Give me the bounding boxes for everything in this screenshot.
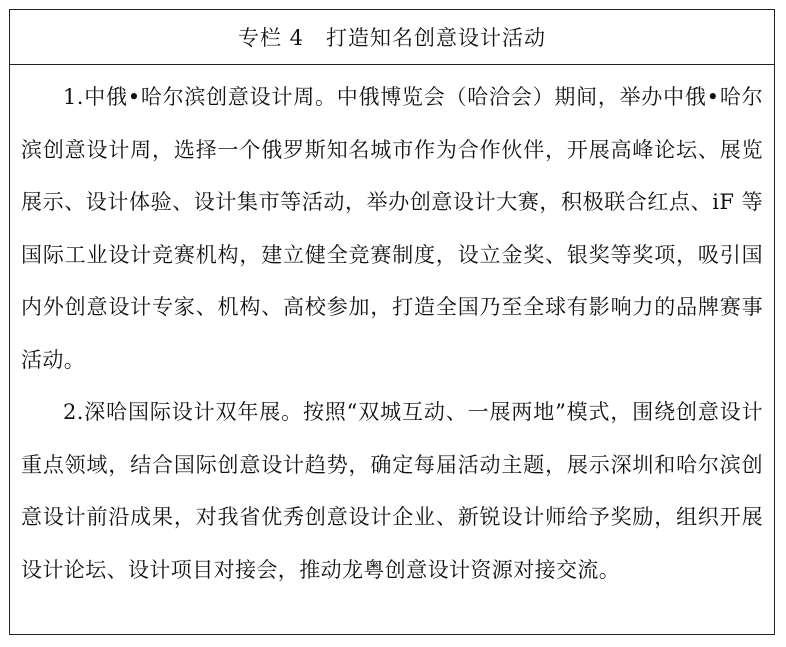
column-body [10, 65, 774, 596]
column-header [10, 10, 774, 65]
column-label: 专栏 4 [237, 26, 305, 50]
column-box [9, 9, 775, 635]
paragraph-biennale: 2.深哈国际设计双年展。按照“双城互动、一展两地”模式，围绕创意设计重点领域，结合国际创意设计趋势，确定每届活动主题，展示深圳和哈尔滨创意设计前沿成果，对我省优秀创意设计企业、新锐设计师给予奖励，组织开展设计论坛、设计项目对接会，推动龙粤创意设计资源对接交流。 [21, 400, 763, 582]
paragraph-design-week: 1.中俄•哈尔滨创意设计周。中俄博览会（哈洽会）期间，举办中俄•哈尔滨创意设计周，选择一个俄罗斯知名城市作为合作伙伴，开展高峰论坛、展览展示、设计体验、设计集市等活动，举办创意设计大赛，积极联合红点、iF 等国际工业设计竞赛机构，建立健全竞赛制度，设立金奖、银奖等奖项，吸引国内外创意设计专家、机构、高校参加，打造全国乃至全球有影响力的品牌赛事活动。 [21, 85, 763, 372]
column-title: 打造知名创意设计活动 [326, 26, 547, 50]
